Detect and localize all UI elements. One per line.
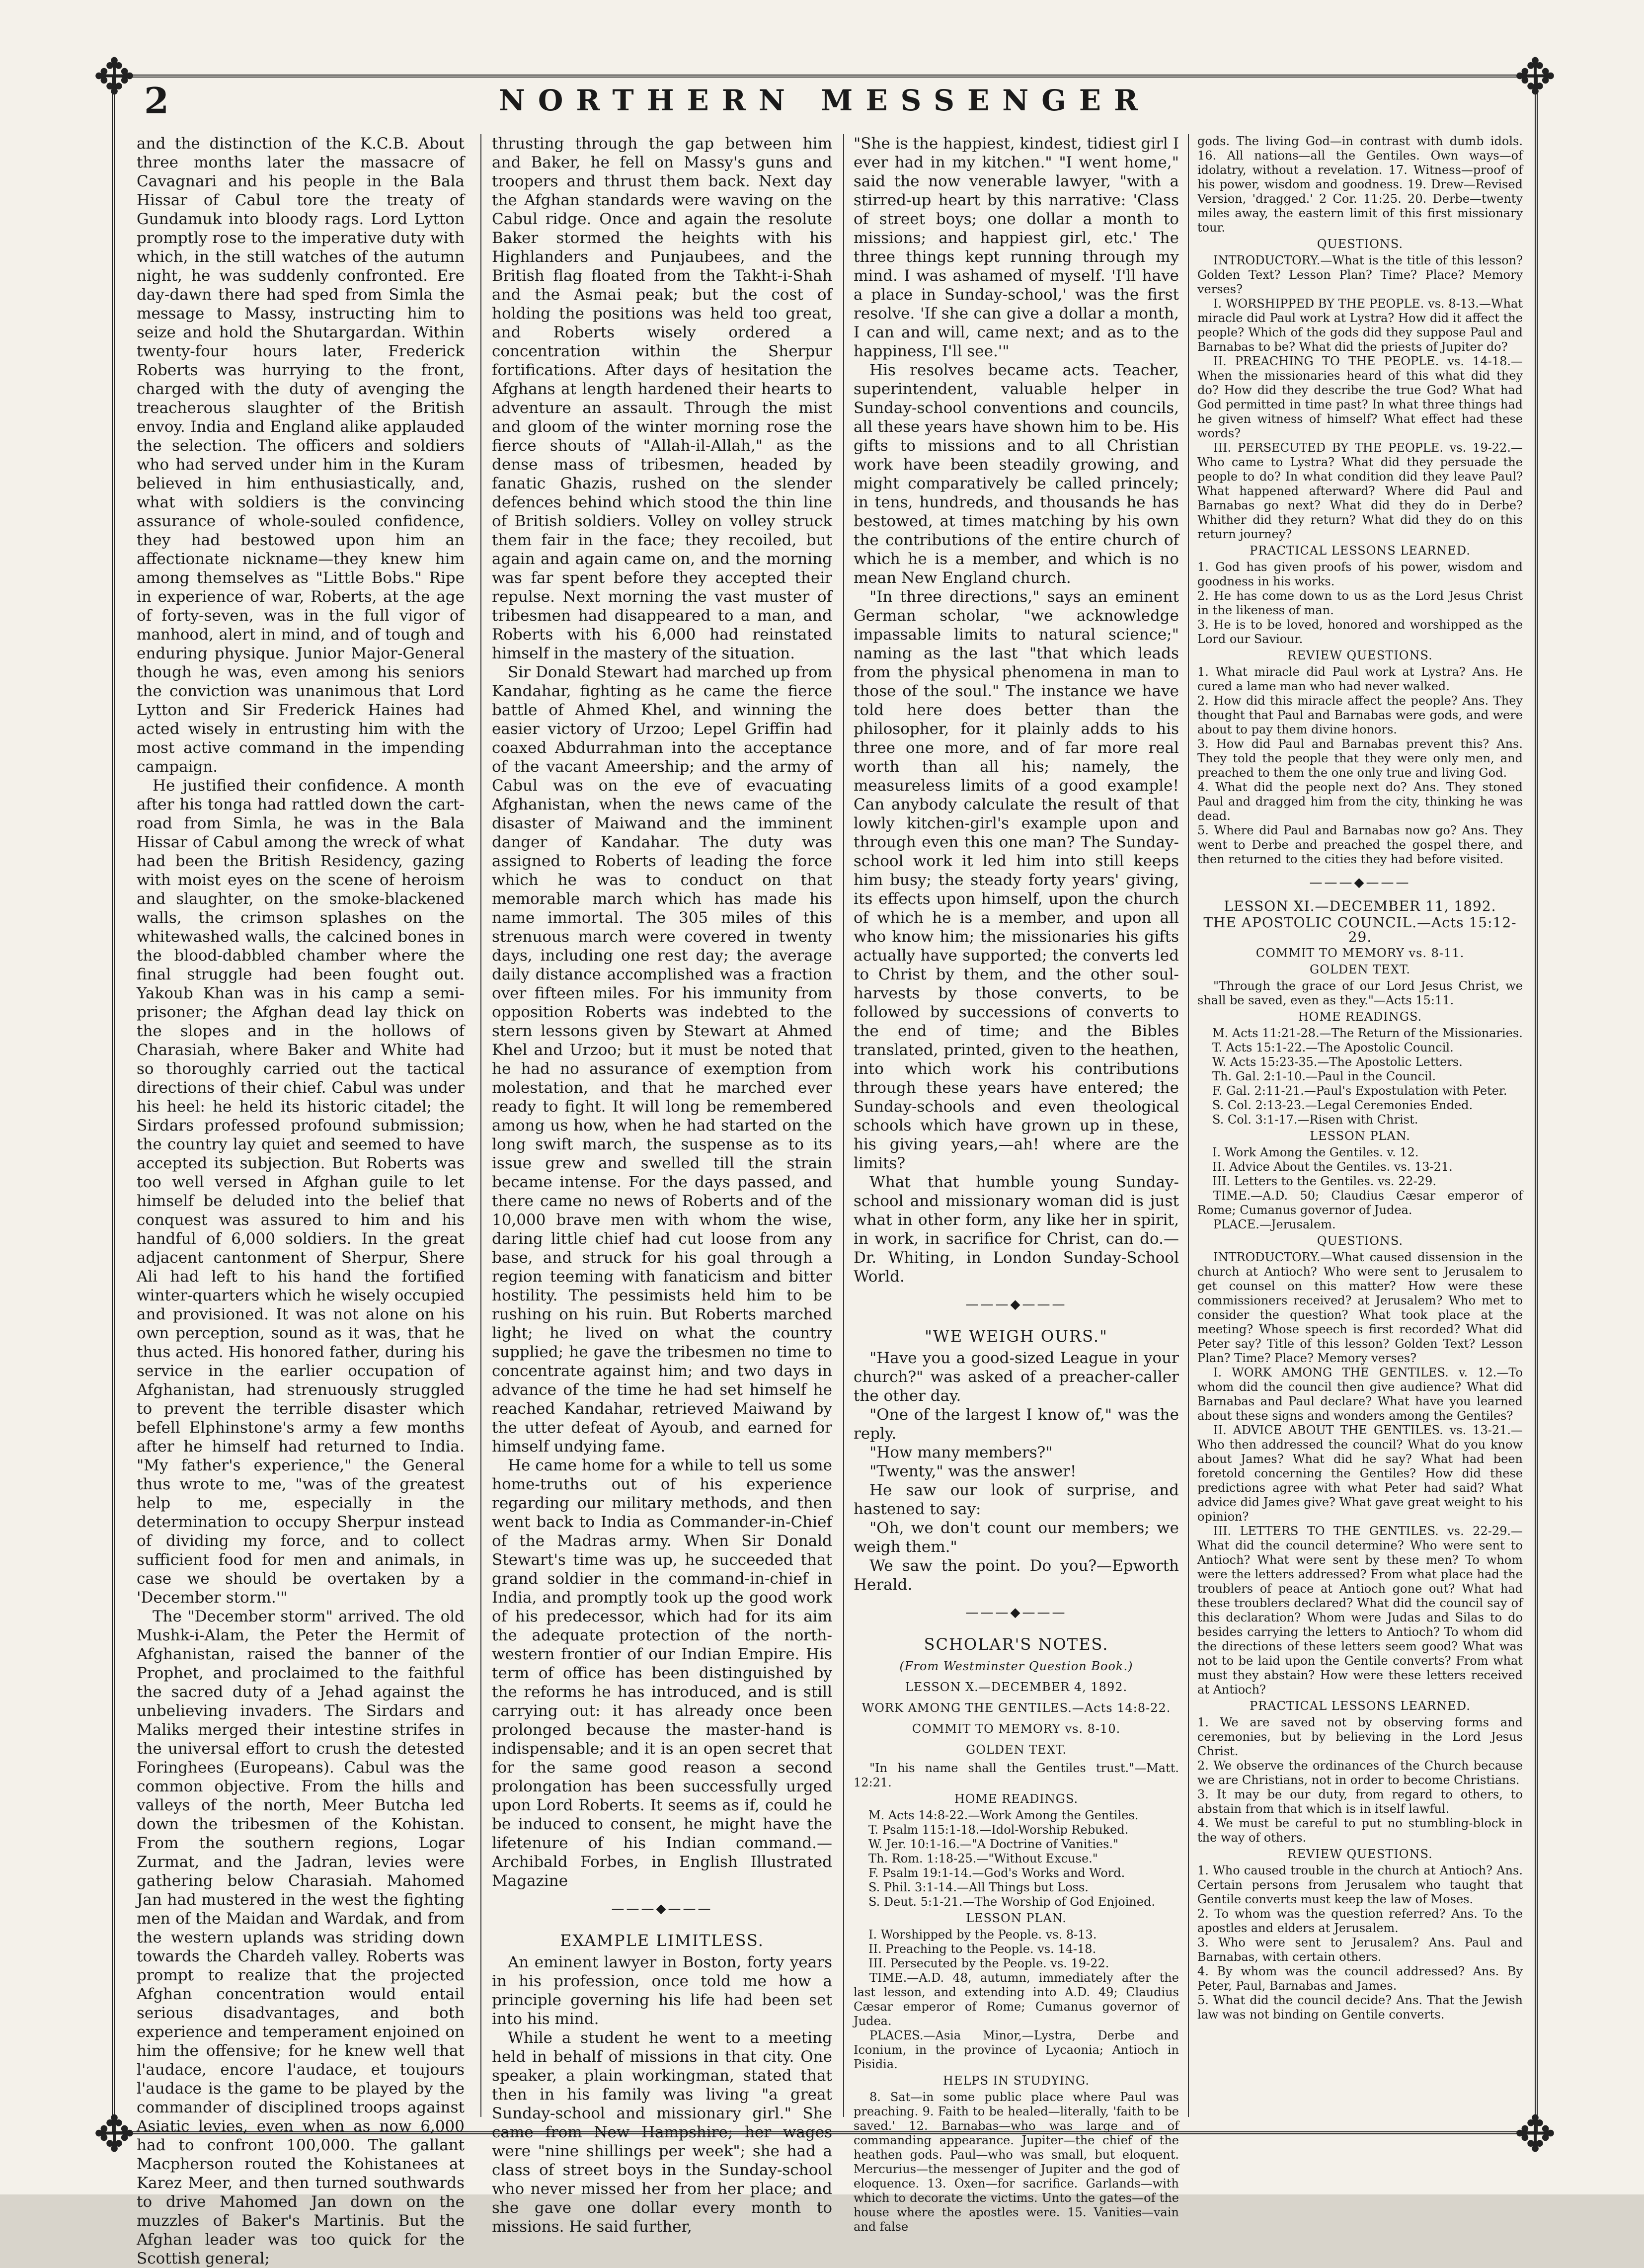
golden-text: "In his name shall the Gentiles trust."—Matt. 12:21. (854, 1761, 1179, 1789)
masthead (112, 75, 1538, 129)
home-readings-label: HOME READINGS. (954, 1792, 1079, 1806)
list-item: 2. How did this miracle affect the people? Ans. They thought that Paul and Barnabas were gods, and were about to pay them divine honors. (1197, 694, 1523, 736)
corner-ornament-icon: ✥ (93, 48, 135, 106)
review-questions-label: REVIEW QUESTIONS. (1287, 1847, 1433, 1861)
divider-ornament-icon: ———◆——— (965, 1297, 1067, 1312)
column-rule (480, 134, 481, 2117)
list-item: 3. He is to be loved, honored and worshipped as the Lord our Saviour. (1197, 618, 1523, 646)
list-item: 3. How did Paul and Barnabas prevent this? Ans. They told the people that they were only men, and preached to them the one only true and living God. (1197, 737, 1523, 780)
question-paragraph: INTRODUCTORY.—What caused dissension in the church at Antioch? Who were sent to Jerusalem to get counsel on this matter? How were these commissioners received? at Jerusalem? Who met to consider the question? What took place at the meeting? Whose speech is first recorded? What did Peter say? Title of this lesson? Golden Text? Lesson Plan? Time? Place? Memory verses? (1197, 1250, 1523, 1365)
lesson-plan-list (854, 1928, 1179, 1971)
lesson-title: THE APOSTOLIC COUNCIL.—Acts 15:12-29. (1203, 914, 1517, 945)
article-paragraph: "Have you a good-sized League in your church?" was asked of a preacher-caller the other day. (854, 1349, 1179, 1405)
list-item: I. Work Among the Gentiles. v. 12. (1212, 1145, 1419, 1159)
column-2 (492, 134, 832, 2236)
questions-label: QUESTIONS. (1317, 1234, 1404, 1248)
paper-name: NORTHERN MESSENGER (498, 83, 1151, 117)
lesson-title: WORK AMONG THE GENTILES.—Acts 14:8-22. (861, 1701, 1171, 1715)
column-1 (137, 134, 465, 2268)
list-item: II. Preaching to the People. vs. 14-18. (868, 1942, 1096, 1956)
lesson-places: PLACES.—Asia Minor,—Lystra, Derbe and Iconium, in the province of Lycaonia; Antioch in Pisidia. (854, 2028, 1179, 2071)
list-item: S. Col. 3:1-17.—Risen with Christ. (1212, 1113, 1418, 1127)
article-paragraph: thrusting through the gap between him and Baker, he fell on Massy's guns and troopers and thrust them back. Next day the Afghan standards were waving on the Cabul ridge. Once and again the resolute Baker stormed the heights with his Highlanders and Punjaubees, and the British flag floated from the Takht-i-Shah and the Asmai peak; but the cost of holding the positions was held too great, and Roberts wisely ordered a concentration within the Sherpur fortifications. After days of hesitation the Afghans at length hardened their hearts to adventure an assault. Through the mist and gloom of the winter morning rose the fierce shouts of "Allah-il-Allah," as the dense mass of tribesmen, headed by fanatic Ghazis, rushed on the slender defences behind which stood the thin line of British soldiers. Volley on volley struck them fair in the face; they recoiled, but again and again came on, and the morning was far spent before they accepted their repulse. Next morning the vast muster of tribesmen had disappeared to a man, and Roberts with his 6,000 had reinstated himself in the mastery of the situation. (492, 135, 832, 662)
commit-to-memory: COMMIT TO MEMORY vs. 8-11. (1255, 946, 1465, 960)
article-paragraph: The "December storm" arrived. The old Mushk-i-Alam, the Peter the Hermit of Afghanistan, raised the banner of the Prophet, and proclaimed to the faithful the sacred duty of a Jehad against the unbelieving invaders. The Sirdars and Maliks merged their intestine strifes in the universal effort to crush the detested Foringhees (Europeans). Cabul was the common objective. From the hills and valleys of the north, Meer Butcha led down the tribesmen of the Kohistan. From the southern regions, Logar Zurmat, and the Jadran, levies were gathering below Charasiah. Mahomed Jan had mustered in the west the fighting men of the Maidan and Wardak, and from the western uplands was striding down towards the Chardeh valley. Roberts was prompt to realize that the projected Afghan concentration would entail serious disadvantages, and both experience and temperament enjoined on him the offensive; for he knew well that l'audace, encore l'audace, et toujours l'audace is the game to be played by the commander of disciplined troops against Asiatic levies, even when as now 6,000 had to confront 100,000. The gallant Macpherson routed the Kohistanees at Karez Meer, and then turned southwards to drive Mahomed Jan down on the muzzles of Baker's Martinis. But the Afghan leader was too quick for the Scottish general; (137, 1608, 465, 2268)
article-paragraph: "Twenty," was the answer! (869, 1462, 1077, 1480)
list-item: 1. What miracle did Paul work at Lystra? Ans. He cured a lame man who had never walked. (1197, 665, 1523, 693)
article-paragraph: "In three directions," says an eminent German scholar, "we acknowledge impassable limits to natural science;" naming as the last "that which leads from the physical phenomena in man to those of the soul." The instance we have told here does better than the philosopher, for it plainly adds to his three one more, and of far more real worth than all his; namely, the measureless limits of a good example! Can anybody calculate the result of that lowly kitchen-girl's example upon and through even this one man? The Sunday-school work it led him into still keeps him busy; the steady forty years' giving, its effects upon himself, upon the church of which he is a member, and upon all who know him; the missionaries his gifts actually have supported; the converts led to Christ by them, and the other soul-harvests by those converts, to be followed by successions of converts to the end of time; and the Bibles translated, printed, given to the heathen, into which work his contributions through these years have entered; the Sunday-schools and even theological schools which have grown up in these, his giving years,—ah! where are the limits? (854, 588, 1179, 1172)
question-paragraph: II. ADVICE ABOUT THE GENTILES. vs. 13-21.—Who then addressed the council? What do you know about James? What did he say? What had been foretold concerning the Gentiles? How did these predictions agree with what Peter had said? What advice did James give? What gave great weight to his opinion? (1197, 1423, 1523, 1524)
page-number: 2 (144, 80, 169, 122)
column-3 (854, 134, 1179, 2234)
question-paragraph: III. PERSECUTED BY THE PEOPLE. vs. 19-22.—Who came to Lystra? What did they persuade the people to do? In what condition did they leave Paul? What happened afterward? Where did Paul and Barnabas go next? What did they do in Derbe? Whither did they return? What did they do on this return journey? (1197, 441, 1523, 541)
list-item: Th. Rom. 1:18-25.—"Without Excuse." (868, 1852, 1098, 1865)
article-paragraph: "She is the happiest, kindest, tidiest girl I ever had in my kitchen." "I went home," said the now venerable lawyer, "with a stirred-up heart by this narrative: 'Class of street boys; one dollar a month to missions; and happiest girl, etc.' The three things kept running through my mind. I was ashamed of myself. 'I'll have a place in Sunday-school,' was the first resolve. 'If she can give a dollar a month, I can and will, came next; and as to the happiness, I'll see.'" (854, 135, 1179, 360)
list-item: 2. To whom was the question referred? Ans. To the apostles and elders at Jerusalem. (1197, 1907, 1523, 1935)
list-item: S. Phil. 3:1-14.—All Things but Loss. (868, 1880, 1089, 1894)
list-item: F. Gal. 2:11-21.—Paul's Expostulation with Peter. (1212, 1084, 1507, 1098)
article-paragraph: "One of the largest I know of," was the reply. (854, 1406, 1179, 1443)
home-readings-list (854, 1808, 1179, 1909)
divider-ornament-icon: ———◆——— (965, 1605, 1067, 1620)
list-item: Th. Gal. 2:1-10.—Paul in the Council. (1212, 1069, 1436, 1083)
question-paragraph: I. WORSHIPPED BY THE PEOPLE. vs. 8-13.—What miracle did Paul work at Lystra? How did it affect the people? Which of the gods did they suppose Paul and Barnabas to be? What did the priests of Jupiter do? (1197, 297, 1523, 354)
list-item: I. Worshipped by the People. vs. 8-13. (868, 1928, 1097, 1942)
list-item: 4. By whom was the council addressed? Ans. By Peter, Paul, Barnabas and James. (1197, 1964, 1523, 1993)
lesson-plan-label: LESSON PLAN. (966, 1911, 1067, 1925)
list-item: 4. We must be careful to put no stumbling-block in the way of others. (1197, 1816, 1523, 1845)
article-paragraph: He came home for a while to tell us some home-truths out of his experience regarding our military methods, and then went back to India as Commander-in-Chief of the Madras army. When Sir Donald Stewart's time was up, he succeeded that grand soldier in the command-in-chief in India, and promptly took up the good work of his predecessor, which had for its aim the adequate protection of the north-western frontier of our Indian Empire. His term of office has been distinguished by the reforms he has introduced, and is still carrying out: it has already once been prolonged because the master-hand is indispensable; and it is an open secret that for the same good reason a second prolongation has been successfully urged upon Lord Roberts. It seems as if, could he be induced to consent, he might have the lifetenure of his Indian command.—Archibald Forbes, in English Illustrated Magazine (492, 1457, 832, 1890)
golden-text-label: GOLDEN TEXT. (966, 1743, 1067, 1757)
question-paragraph: II. PREACHING TO THE PEOPLE. vs. 14-18.—When the missionaries heard of this what did they do? How did they describe the true God? What had God permitted in time past? In what three things had he given witness of himself? What effect had these words? (1197, 354, 1523, 440)
list-item: S. Deut. 5:1-21.—The Worship of God Enjoined. (868, 1895, 1156, 1909)
lesson-time: TIME.—A.D. 50; Claudius Cæsar emperor of Rome; Cumanus governor of Judea. (1197, 1189, 1523, 1217)
question-paragraph: I. WORK AMONG THE GENTILES. v. 12.—To whom did the council then give audience? What did Barnabas and Paul declare? What have you learned about these signs and wonders among the Gentiles? (1197, 1366, 1523, 1423)
article-paragraph: An eminent lawyer in Boston, forty years in his profession, once told me how a principle governing his life had been set into his mind. (492, 1953, 832, 2028)
list-item: 5. What did the council decide? Ans. That the Jewish law was not binding on Gentile converts. (1197, 1993, 1523, 2022)
list-item: T. Psalm 115:1-18.—Idol-Worship Rebuked. (868, 1823, 1129, 1837)
list-item: S. Col. 2:13-23.—Legal Ceremonies Ended. (1212, 1098, 1473, 1112)
list-item: III. Persecuted by the People. vs. 19-22. (868, 1956, 1109, 1970)
article-paragraph: "Oh, we don't count our members; we weigh them." (854, 1519, 1179, 1556)
list-item: T. Acts 15:1-22.—The Apostolic Council. (1212, 1041, 1454, 1054)
column-rule (1188, 134, 1189, 2117)
lesson-time: TIME.—A.D. 48, autumn, immediately after the last lesson, and extending into A.D. 49; Claudius Cæsar emperor of Rome; Cumanus governor of Judea. (854, 1971, 1179, 2028)
list-item: W. Jer. 10:1-16.—"A Doctrine of Vanities." (868, 1837, 1119, 1851)
list-item: III. Letters to the Gentiles. vs. 22-29. (1212, 1174, 1436, 1188)
article-paragraph: His resolves became acts. Teacher, superintendent, valuable helper in Sunday-school conventions and councils, all these years have shown him to be. His gifts to missions and to all Christian work have been steadily growing, and might comparatively be called princely; in tens, hundreds, and thousands he has bestowed, at times matching by his own the contributions of the entire church of which he is a member, and which is no mean New England church. (854, 361, 1179, 587)
corner-ornament-icon: ✥ (93, 2105, 135, 2163)
lesson-place: PLACE.—Jerusalem. (1213, 1217, 1336, 1231)
helps-label: HELPS IN STUDYING. (943, 2074, 1090, 2088)
list-item: 5. Where did Paul and Barnabas now go? Ans. They went to Derbe and preached the gospel there, and then returned to the cities they had before visited. (1197, 823, 1523, 866)
helps-continued: gods. The living God—in contrast with dumb idols. 16. All nations—all the Gentiles. Own ways—of idolatry, without a revelation. 17. Witness—proof of his power, wisdom and goodness. 19. Drew—Revised Version, 'dragged.' 2 Cor. 11:25. 20. Derbe—twenty miles away, the eastern limit of this first missionary tour. (1197, 134, 1523, 235)
home-readings-list (1197, 1026, 1523, 1127)
questions-label: QUESTIONS. (1317, 237, 1404, 251)
list-item: 3. Who were sent to Jerusalem? Ans. Paul and Barnabas, with certain others. (1197, 1936, 1523, 1964)
question-paragraph: INTRODUCTORY.—What is the title of this lesson? Golden Text? Lesson Plan? Time? Place? Memory verses? (1197, 253, 1523, 296)
corner-ornament-icon: ✥ (1514, 48, 1556, 106)
section-heading: SCHOLAR'S NOTES. (924, 1635, 1109, 1654)
column-rule (843, 134, 844, 2117)
golden-text: "Through the grace of our Lord Jesus Christ, we shall be saved, even as they."—Acts 15:11. (1197, 979, 1523, 1007)
lesson-heading: LESSON XI.—DECEMBER 11, 1892. (1224, 898, 1496, 914)
article-paragraph: "How many members?" (869, 1444, 1053, 1461)
article-paragraph: What that humble young Sunday-school and missionary woman did is just what in other form, any like her in spirit, in work, in sacrifice for Christ, can do.—Dr. Whiting, in London Sunday-School World. (854, 1173, 1179, 1286)
section-heading: EXAMPLE LIMITLESS. (560, 1931, 764, 1950)
article-paragraph: He justified their confidence. A month after his tonga had rattled down the cart-road from Simla, he was in the Bala Hissar of Cabul among the wreck of what had been the British Residency, gazing with moist eyes on the scene of heroism and slaughter, on the smoke-blackened walls, the crimson splashes on the whitewashed walls, the calcined bones in the blood-dabbled chamber where the final struggle had been fought out. Yakoub Khan was in his camp a semi-prisoner; the Afghan dead lay thick on the slopes and in the hollows of Charasiah, where Baker and White had so thoroughly carried out the tactical directions of their chief. Cabul was under his heel: he held its historic citadel; the Sirdars professed profound submission; the country lay quiet and seemed to have accepted its subjection. But Roberts was too well versed in Afghan guile to let himself be deluded into the belief that conquest was assured to him and his handful of 6,000 soldiers. In the great adjacent cantonment of Sherpur, Shere Ali had left to his hand the fortified winter-quarters which he wisely occupied and provisioned. It was not alone on his own perception, sound as it was, that he thus acted. His honored father, during his service in the earlier occupation of Afghanistan, had strenuously struggled to prevent the terrible disaster which befell Elphinstone's army a few months after he himself had returned to India. "My father's experience," the General thus wrote to me, "was of the greatest help to me, especially in the determination to occupy Sherpur instead of dividing my force, and to collect sufficient food for men and animals, in case we should be overtaken by a 'December storm.'" (137, 777, 465, 1607)
lesson-plan-label: LESSON PLAN. (1310, 1129, 1410, 1143)
review-questions-label: REVIEW QUESTIONS. (1287, 648, 1433, 662)
list-item: W. Acts 15:23-35.—The Apostolic Letters. (1212, 1055, 1463, 1069)
divider-ornament-icon: ———◆——— (1309, 875, 1411, 890)
practical-lessons-label: PRACTICAL LESSONS LEARNED. (1250, 1699, 1471, 1713)
lesson-heading: LESSON X.—DECEMBER 4, 1892. (905, 1680, 1128, 1694)
list-item: M. Acts 11:21-28.—The Return of the Missionaries. (1212, 1026, 1523, 1040)
list-item: F. Psalm 19:1-14.—God's Works and Word. (868, 1866, 1125, 1880)
lesson-plan-list (1197, 1145, 1523, 1189)
article-paragraph: He saw our look of surprise, and hastened to say: (854, 1481, 1179, 1518)
divider-ornament-icon: ———◆——— (611, 1901, 713, 1916)
article-paragraph: Sir Donald Stewart had marched up from Kandahar, fighting as he came the fierce battle of Ahmed Khel, and winning the easier victory of Urzoo; Lepel Griffin had coaxed Abdurrahman into the acceptance of the vacant Ameership; and the army of Cabul was on the eve of evacuating Afghanistan, when the news came of the disaster of Maiwand and the imminent danger of Kandahar. The duty was assigned to Roberts of leading the force which he was to conduct on that memorable march which has made his name immortal. The 305 miles of this strenuous march were covered in twenty days, including one rest day; the average daily distance accomplished was a fraction over fifteen miles. For his immunity from opposition Roberts was indebted to the stern lessons given by Stewart at Ahmed Khel and Urzoo; but it must be noted that he had no assurance of exemption from molestation, and that he marched ever ready to fight. It will long be remembered among us how, when he had started on the long swift march, the suspense as to its issue grew and swelled till the strain became intense. For the days passed, and there came no news of Roberts and of the 10,000 brave men with whom the wise, daring little chief had cut loose from any base, and struck for his goal through a region teeming with fanaticism and bitter hostility. The pessimists held him to be rushing on his ruin. But Roberts marched light; he lived on what the country supplied; he gave the tribesmen no time to concentrate against him; and two days in advance of the time he had set himself he reached Kandahar, retrieved Maiwand by the utter defeat of Ayoub, and earned for himself undying fame. (492, 663, 832, 1456)
corner-ornament-icon: ✥ (1514, 2105, 1556, 2163)
home-readings-label: HOME READINGS. (1298, 1010, 1422, 1024)
commit-to-memory: COMMIT TO MEMORY vs. 8-10. (912, 1722, 1121, 1736)
list-item: 1. Who caused trouble in the church at Antioch? Ans. Certain persons from Jerusalem who taught that Gentile converts must keep the law of Moses. (1197, 1863, 1523, 1906)
list-item: 3. It may be our duty, from regard to others, to abstain from that which is in itself lawful. (1197, 1787, 1523, 1816)
section-heading: "WE WEIGH OURS." (925, 1327, 1108, 1346)
list-item: 1. We are saved not by observing forms and ceremonies, but by believing in the Lord Jesus Christ. (1197, 1715, 1523, 1758)
list-item: 2. We observe the ordinances of the Church because we are Christians, not in order to become Christians. (1197, 1759, 1523, 1787)
article-paragraph: We saw the point. Do you?—Epworth Herald. (854, 1557, 1179, 1594)
practical-lessons-label: PRACTICAL LESSONS LEARNED. (1250, 544, 1471, 558)
list-item: II. Advice About the Gentiles. vs. 13-21. (1212, 1160, 1453, 1174)
question-paragraph: III. LETTERS TO THE GENTILES. vs. 22-29.—What did the council determine? Who were sent to Antioch? What were sent by these men? To whom were the letters addressed? From what place had the troublers of peace at Antioch gone out? What had these troublers declared? What did the council say of this declaration? Whom were Judas and Silas to do besides carrying the letters to Antioch? To whom did the directions of these letters seem good? What was not to be laid upon the Gentile converts? From what must they abstain? How were these letters received at Antioch? (1197, 1524, 1523, 1697)
helps-text: 8. Sat—in some public place where Paul was preaching. 9. Faith to be healed—literally, 'faith to be saved.' 12. Barnabas—who was large and of commanding appearance. Jupiter—the chief of the heathen gods. Paul—who was small, but eloquent. Mercurius—the messenger of Jupiter and the god of eloquence. 13. Oxen—for sacrifice. Garlands—with which to decorate the victims. Unto the gates—of the house where the apostles were. 15. Vanities—vain and false (854, 2090, 1179, 2234)
article-paragraph: While a student he went to a meeting held in behalf of missions in that city. One speaker, a plain workingman, stated that then in his family was living "a great Sunday-school and missionary girl." She came from New Hampshire; her wages were "nine shillings per week"; she had a class of street boys in the Sunday-school who never missed her from her place; and she gave one dollar every month to missions. He said further, (492, 2029, 832, 2236)
notes-source: (From Westminster Question Book.) (899, 1659, 1133, 1673)
list-item: 1. God has given proofs of his power, wisdom and goodness in his works. (1197, 560, 1523, 588)
column-4 (1197, 134, 1523, 2117)
article-paragraph: and the distinction of the K.C.B. About three months later the massacre of Cavagnari and his people in the Bala Hissar of Cabul tore the treaty of Gundamuk into bloody rags. Lord Lytton promptly rose to the imperative duty with which, in the still watches of the autumn night, he was suddenly confronted. Ere day-dawn there had sped from Simla the message to Massy, instructing him to seize and hold the Shutargardan. Within twenty-four hours later, Frederick Roberts was hurrying to the front, charged with the duty of avenging the treacherous slaughter of the British envoy. India and England alike applauded the selection. The officers and soldiers who had served under him in the Kuram believed in him enthusiastically, and, what with soldiers is the convincing assurance of whole-souled confidence, they had bestowed upon him an affectionate nickname—they knew him among themselves as "Little Bobs." Ripe in experience of war, Roberts, at the age of forty-seven, was in the full vigor of manhood, alert in mind, and of tough and enduring physique. Junior Major-General though he was, even among his seniors the conviction was unanimous that Lord Lytton and Sir Frederick Haines had acted wisely in entrusting him with the most active command in the impending campaign. (137, 135, 465, 776)
list-item: M. Acts 14:8-22.—Work Among the Gentiles. (868, 1808, 1139, 1822)
list-item: 2. He has come down to us as the Lord Jesus Christ in the likeness of man. (1197, 589, 1523, 617)
list-item: 4. What did the people next do? Ans. They stoned Paul and dragged him from the city, thinking he was dead. (1197, 780, 1523, 823)
golden-text-label: GOLDEN TEXT. (1310, 963, 1410, 976)
